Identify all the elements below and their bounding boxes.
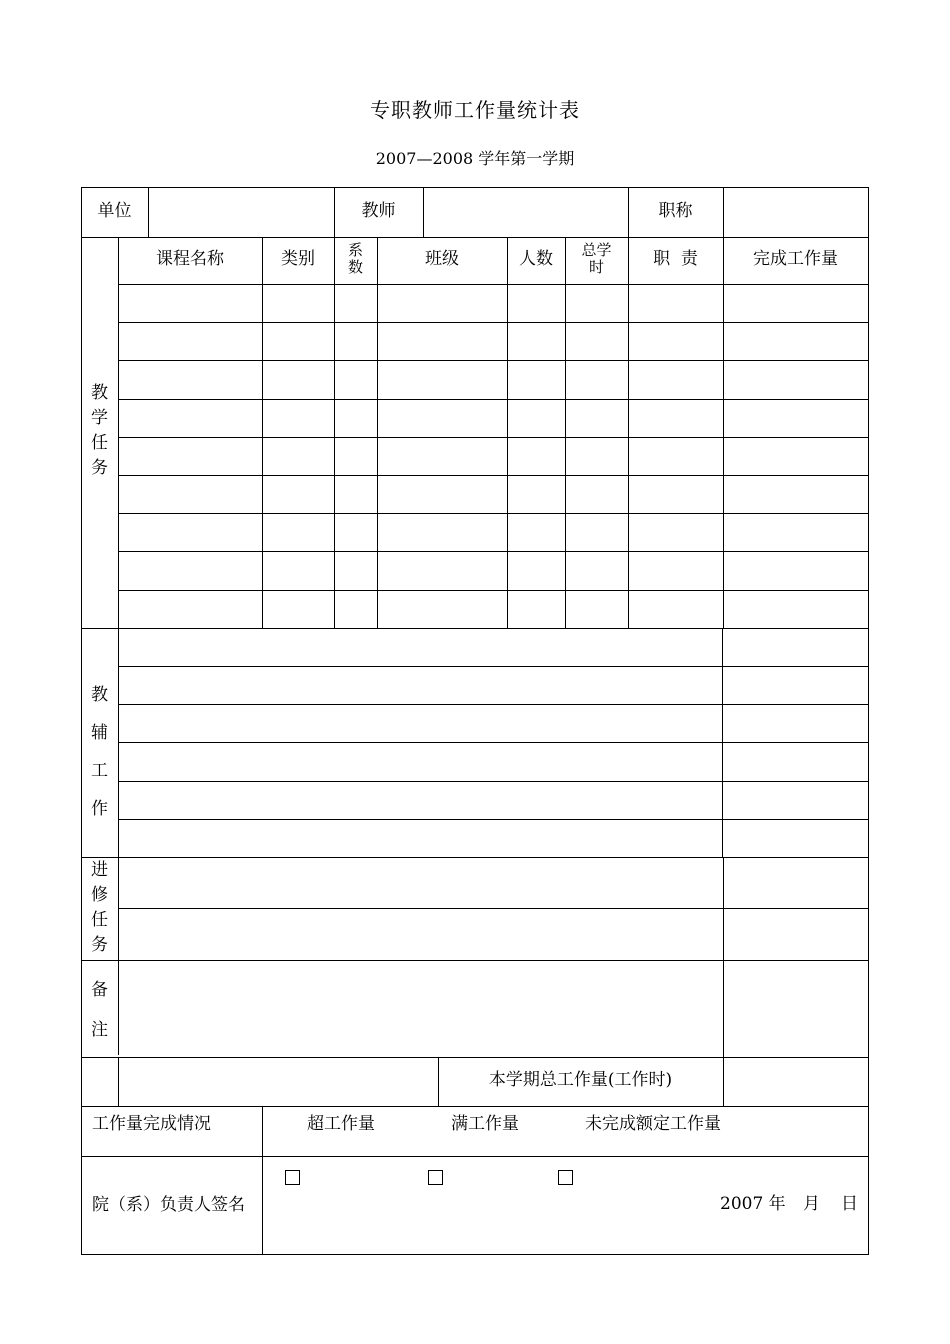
section-label-char: 修 — [91, 885, 108, 905]
unit-label: 单位 — [97, 201, 132, 221]
auxiliary-section-label — [81, 676, 118, 828]
auxiliary-row-line — [118, 704, 868, 705]
teaching-row-line — [118, 437, 868, 438]
total-workload-field[interactable] — [724, 1058, 868, 1106]
col-course-name: 课程名称 — [156, 249, 224, 269]
col-coefficient-line1: 系 — [347, 241, 363, 259]
teaching-row-line — [118, 475, 868, 476]
remarks-field[interactable] — [119, 961, 722, 1057]
teaching-col-divider — [377, 237, 378, 628]
title-label: 职称 — [658, 201, 693, 221]
teaching-col-divider — [262, 237, 263, 628]
section-label-char: 任 — [91, 433, 108, 453]
teaching-row-line — [118, 513, 868, 514]
teaching-row-line — [118, 322, 868, 323]
col-coefficient-line2: 数 — [347, 258, 363, 276]
section-label-char: 务 — [91, 458, 108, 478]
section-label-char: 教 — [91, 685, 108, 705]
training-section-label — [81, 858, 118, 958]
option-incomplete-workload: 未完成额定工作量 — [585, 1114, 721, 1134]
section-label-char: 教 — [91, 383, 108, 403]
full-workload-checkbox[interactable] — [428, 1170, 443, 1185]
auxiliary-section-bottom — [81, 857, 869, 858]
total-left-divider — [118, 1057, 119, 1106]
teaching-row-line — [118, 551, 868, 552]
auxiliary-row-line — [118, 666, 868, 667]
teacher-field[interactable] — [424, 188, 628, 237]
col-count: 人数 — [519, 249, 553, 269]
col-hours-line1: 总学 — [581, 241, 612, 259]
page-subtitle: 2007—2008 学年第一学期 — [375, 149, 575, 168]
teaching-section-bottom — [81, 628, 869, 629]
teaching-col-divider — [334, 237, 335, 628]
auxiliary-row-line — [118, 781, 868, 782]
completion-divider — [262, 1106, 263, 1255]
teaching-col-divider — [628, 237, 629, 628]
header-row-bottom — [81, 237, 869, 238]
section-label-char: 注 — [91, 1020, 108, 1040]
remarks-section-label — [81, 970, 118, 1050]
section-label-char: 任 — [91, 910, 108, 930]
signature-label: 院（系）负责人签名 — [92, 1195, 245, 1215]
col-duty: 职 责 — [653, 249, 698, 269]
auxiliary-row-line — [118, 819, 868, 820]
total-workload-label: 本学期总工作量(工作时) — [488, 1070, 673, 1090]
section-label-char: 进 — [91, 860, 108, 880]
teaching-col-divider — [507, 237, 508, 628]
title-field[interactable] — [724, 188, 868, 237]
teaching-col-divider — [565, 237, 566, 628]
auxiliary-row-line — [118, 742, 868, 743]
option-over-workload: 超工作量 — [307, 1114, 375, 1134]
teaching-row-line — [118, 590, 868, 591]
date-year: 2007 年 — [720, 1194, 786, 1214]
training-col-divider — [723, 857, 724, 1057]
incomplete-workload-checkbox[interactable] — [558, 1170, 573, 1185]
col-class: 班级 — [425, 249, 459, 269]
option-full-workload: 满工作量 — [451, 1114, 519, 1134]
date-day: 日 — [841, 1194, 858, 1214]
section-label-char: 务 — [91, 935, 108, 955]
teacher-label: 教师 — [361, 201, 396, 221]
completion-row-bottom — [81, 1156, 869, 1157]
table-border-bottom — [81, 1254, 869, 1255]
completion-label: 工作量完成情况 — [92, 1114, 211, 1134]
section-label-char: 学 — [91, 408, 108, 428]
teaching-row-line — [118, 399, 868, 400]
teaching-col-divider — [723, 237, 724, 628]
col-workload: 完成工作量 — [753, 249, 838, 269]
teaching-section-label — [81, 381, 118, 481]
unit-field[interactable] — [149, 188, 334, 237]
date-month: 月 — [803, 1194, 820, 1214]
col-hours-line2: 时 — [588, 258, 604, 276]
teaching-row-line — [118, 360, 868, 361]
total-row-bottom — [81, 1106, 869, 1107]
training-row-line — [118, 908, 868, 909]
section-label-char: 作 — [91, 799, 108, 819]
col-category: 类别 — [281, 249, 315, 269]
section-label-char: 备 — [91, 980, 108, 1000]
page-title: 专职教师工作量统计表 — [370, 98, 580, 122]
section-label-char: 工 — [91, 761, 108, 781]
over-workload-checkbox[interactable] — [285, 1170, 300, 1185]
table-border-right — [868, 187, 869, 1255]
section-label-char: 辅 — [91, 723, 108, 743]
teaching-row-line — [118, 284, 868, 285]
